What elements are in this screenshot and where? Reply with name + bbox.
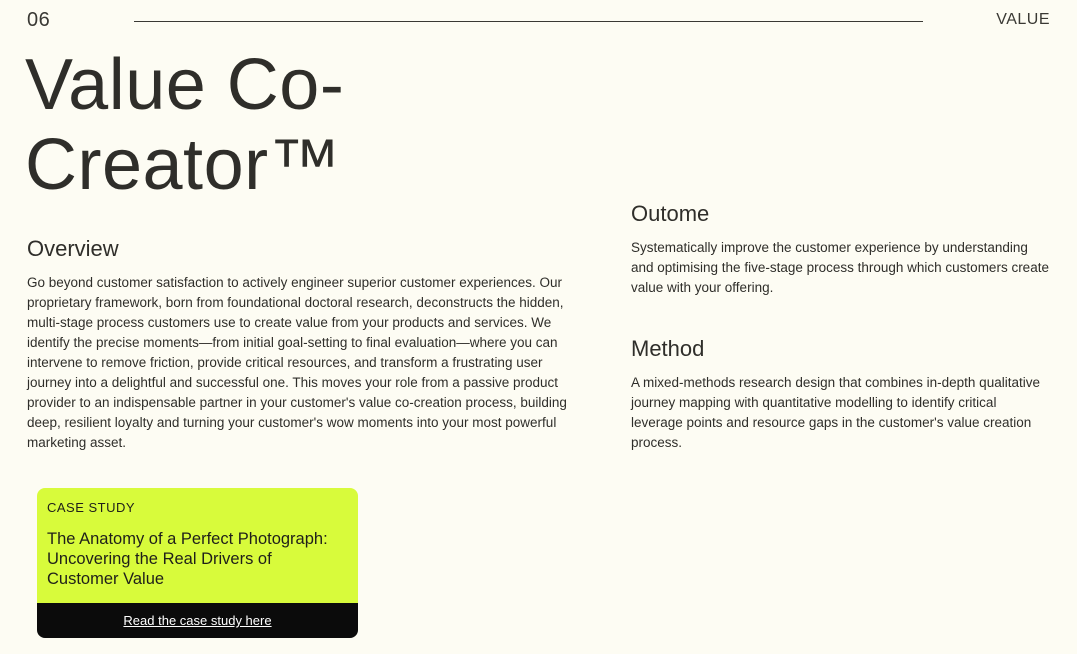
overview-heading: Overview bbox=[27, 236, 119, 261]
outcome-heading: Outome bbox=[631, 201, 710, 226]
case-study-footer bbox=[37, 603, 358, 638]
section-tag: VALUE bbox=[996, 11, 1050, 28]
outcome-text: Systematically improve the customer experience by understanding and optimising the five-stage process through which customers create value with your offering. bbox=[631, 240, 1049, 295]
header-divider bbox=[134, 21, 923, 22]
method-text: A mixed-methods research design that combines in-depth qualitative journey mapping with quantitative modelling to identify critical leverage points and resource gaps in the customer's value creation process. bbox=[631, 375, 1040, 450]
overview-text: Go beyond customer satisfaction to actively engineer superior customer experiences. Our proprietary framework, born from foundational doctoral research, deconstructs the hidden, multi-stage process customers use to create value from your products and services. We identify the precise moments—from initial goal-setting to final evaluation—where you can intervene to remove friction, provide critical resources, and transform a frustrating user journey into a delightful and successful one. This moves your role from a passive product provider to an indispensable partner in your customer's value co-creation process, building deep, resilient loyalty and turning your customer's wow moments into your most powerful marketing asset. bbox=[27, 275, 567, 450]
case-study-card bbox=[37, 488, 358, 638]
read-case-study-link[interactable]: Read the case study here bbox=[123, 613, 272, 628]
case-study-header bbox=[37, 488, 358, 603]
case-study-label: CASE STUDY bbox=[47, 500, 136, 515]
page-number: 06 bbox=[27, 9, 51, 31]
page-title: Value Co-Creator™ bbox=[25, 45, 345, 205]
case-study-title: The Anatomy of a Perfect Photograph: Uncovering the Real Drivers of Customer Value bbox=[47, 530, 328, 588]
method-heading: Method bbox=[631, 336, 705, 361]
